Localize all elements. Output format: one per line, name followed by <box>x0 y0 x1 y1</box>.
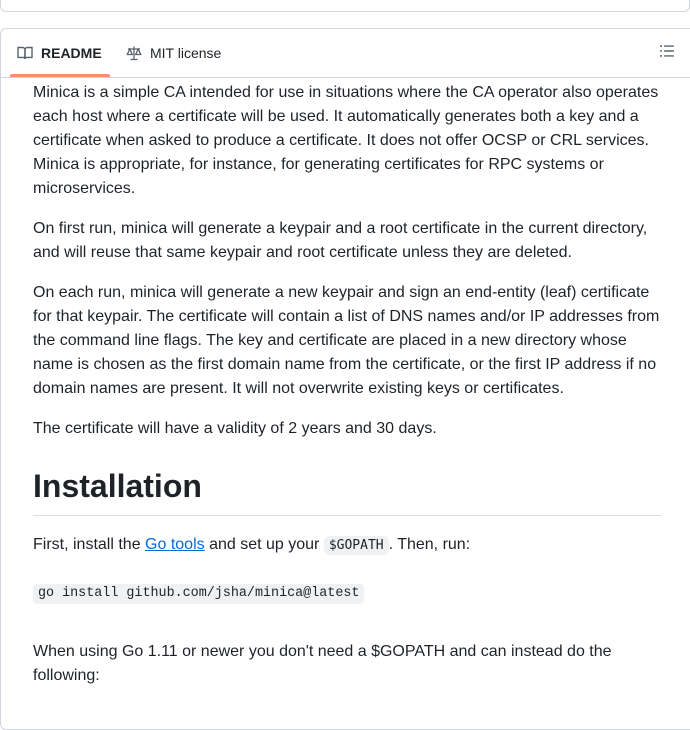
tab-readme-label: README <box>41 45 102 61</box>
book-icon <box>17 45 33 61</box>
install-text: First, install the <box>33 536 146 553</box>
go-tools-link[interactable]: Go tools <box>145 536 205 553</box>
scale-icon <box>126 45 142 61</box>
tab-license-label: MIT license <box>150 45 222 61</box>
previous-panel-box <box>0 0 690 12</box>
readme-paragraph: The certificate will have a validity of 2 years and 30 days. <box>33 420 437 437</box>
install-command-code: go install github.com/jsha/minica@latest <box>33 584 364 604</box>
list-unordered-icon <box>659 43 675 64</box>
install-text: . Then, run: <box>388 536 471 553</box>
readme-paragraph: On each run, minica will generate a new keypair and sign an end-entity (leaf) certificate for that keypair. The certificate will contain a list of DNS names and/or IP addresses from the command line flags. The key and certificate are placed in a new directory whose name is chosen as the first domain name from the certificate, or the first IP address if no domain names are present. It will not overwrite existing keys or certificates. <box>33 284 660 397</box>
readme-paragraph: On first run, minica will generate a keypair and a root certificate in the current directory, and will reuse that same keypair and root certificate unless they are deleted. <box>33 220 648 261</box>
tab-readme[interactable] <box>17 29 102 77</box>
installation-heading: Installation <box>33 466 661 516</box>
active-tab-indicator <box>10 74 110 77</box>
readme-tab-bar <box>1 29 690 78</box>
readme-paragraph: Minica is a simple CA intended for use in situations where the CA operator also operates each host where a certificate will be used. It automatically generates both a key and a certificate when asked to produce a certificate. It does not offer OCSP or CRL services. Minica is appropriate, for instance, for generating certificates for RPC systems or microservices. <box>33 84 659 197</box>
install-text: and set up your <box>204 536 324 553</box>
install-instructions <box>33 533 661 558</box>
outline-button[interactable] <box>657 45 677 61</box>
gopath-inline-code: $GOPATH <box>324 536 389 555</box>
readme-paragraph: When using Go 1.11 or newer you don't need a $GOPATH and can instead do the following: <box>33 643 612 684</box>
tab-license[interactable] <box>126 29 221 77</box>
